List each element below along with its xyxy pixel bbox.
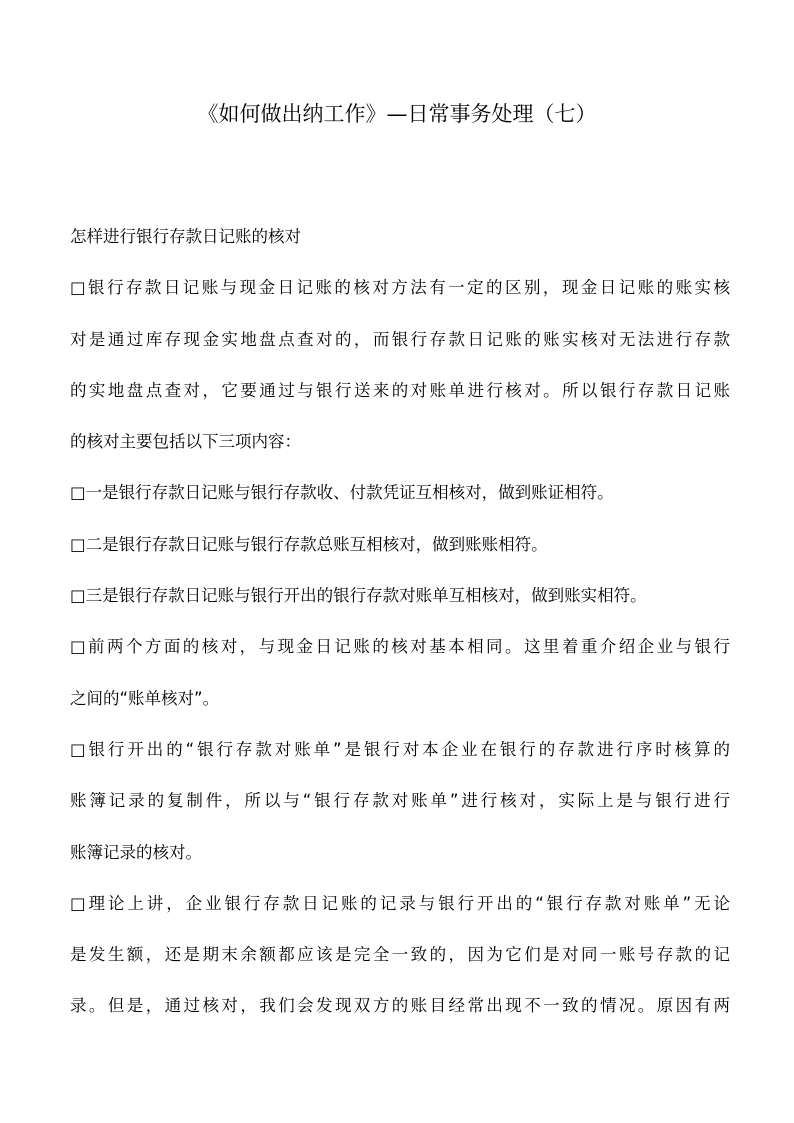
text-line: 的实地盘点查对，它要通过与银行送来的对账单进行核对。所以银行存款日记账	[70, 380, 730, 400]
text-line: 对是通过库存现金实地盘点查对的，而银行存款日记账的账实核对无法进行存款	[70, 329, 730, 349]
text-line: □二是银行存款日记账与银行存款总账互相核对，做到账账相符。	[70, 534, 548, 554]
text-line: 是发生额，还是期末余额都应该是完全一致的，因为它们是对同一账号存款的记	[70, 945, 730, 965]
text-line: 录。但是，通过核对，我们会发现双方的账目经常出现不一致的情况。原因有两	[70, 996, 730, 1016]
text-line: 的核对主要包括以下三项内容：	[70, 432, 301, 452]
text-line: □银行存款日记账与现金日记账的核对方法有一定的区别，现金日记账的账实核	[70, 278, 730, 298]
text-line: 账簿记录的核对。	[70, 842, 202, 862]
text-line: □一是银行存款日记账与银行存款收、付款凭证互相核对，做到账证相符。	[70, 483, 614, 503]
text-line: □三是银行存款日记账与银行开出的银行存款对账单互相核对，做到账实相符。	[70, 586, 647, 606]
text-line: □前两个方面的核对，与现金日记账的核对基本相同。这里着重介绍企业与银行	[70, 637, 730, 657]
text-line: 之间的“账单核对”。	[70, 688, 220, 708]
text-line: □理论上讲，企业银行存款日记账的记录与银行开出的“银行存款对账单”无论	[70, 893, 730, 913]
document-body	[70, 220, 730, 1041]
text-line: □银行开出的“银行存款对账单”是银行对本企业在银行的存款进行序时核算的	[70, 739, 730, 759]
text-line: 账簿记录的复制件，所以与“银行存款对账单”进行核对，实际上是与银行进行	[70, 791, 730, 811]
document-title: 《如何做出纳工作》—日常事务处理（七）	[197, 102, 597, 126]
section-heading: 怎样进行银行存款日记账的核对	[70, 227, 301, 246]
